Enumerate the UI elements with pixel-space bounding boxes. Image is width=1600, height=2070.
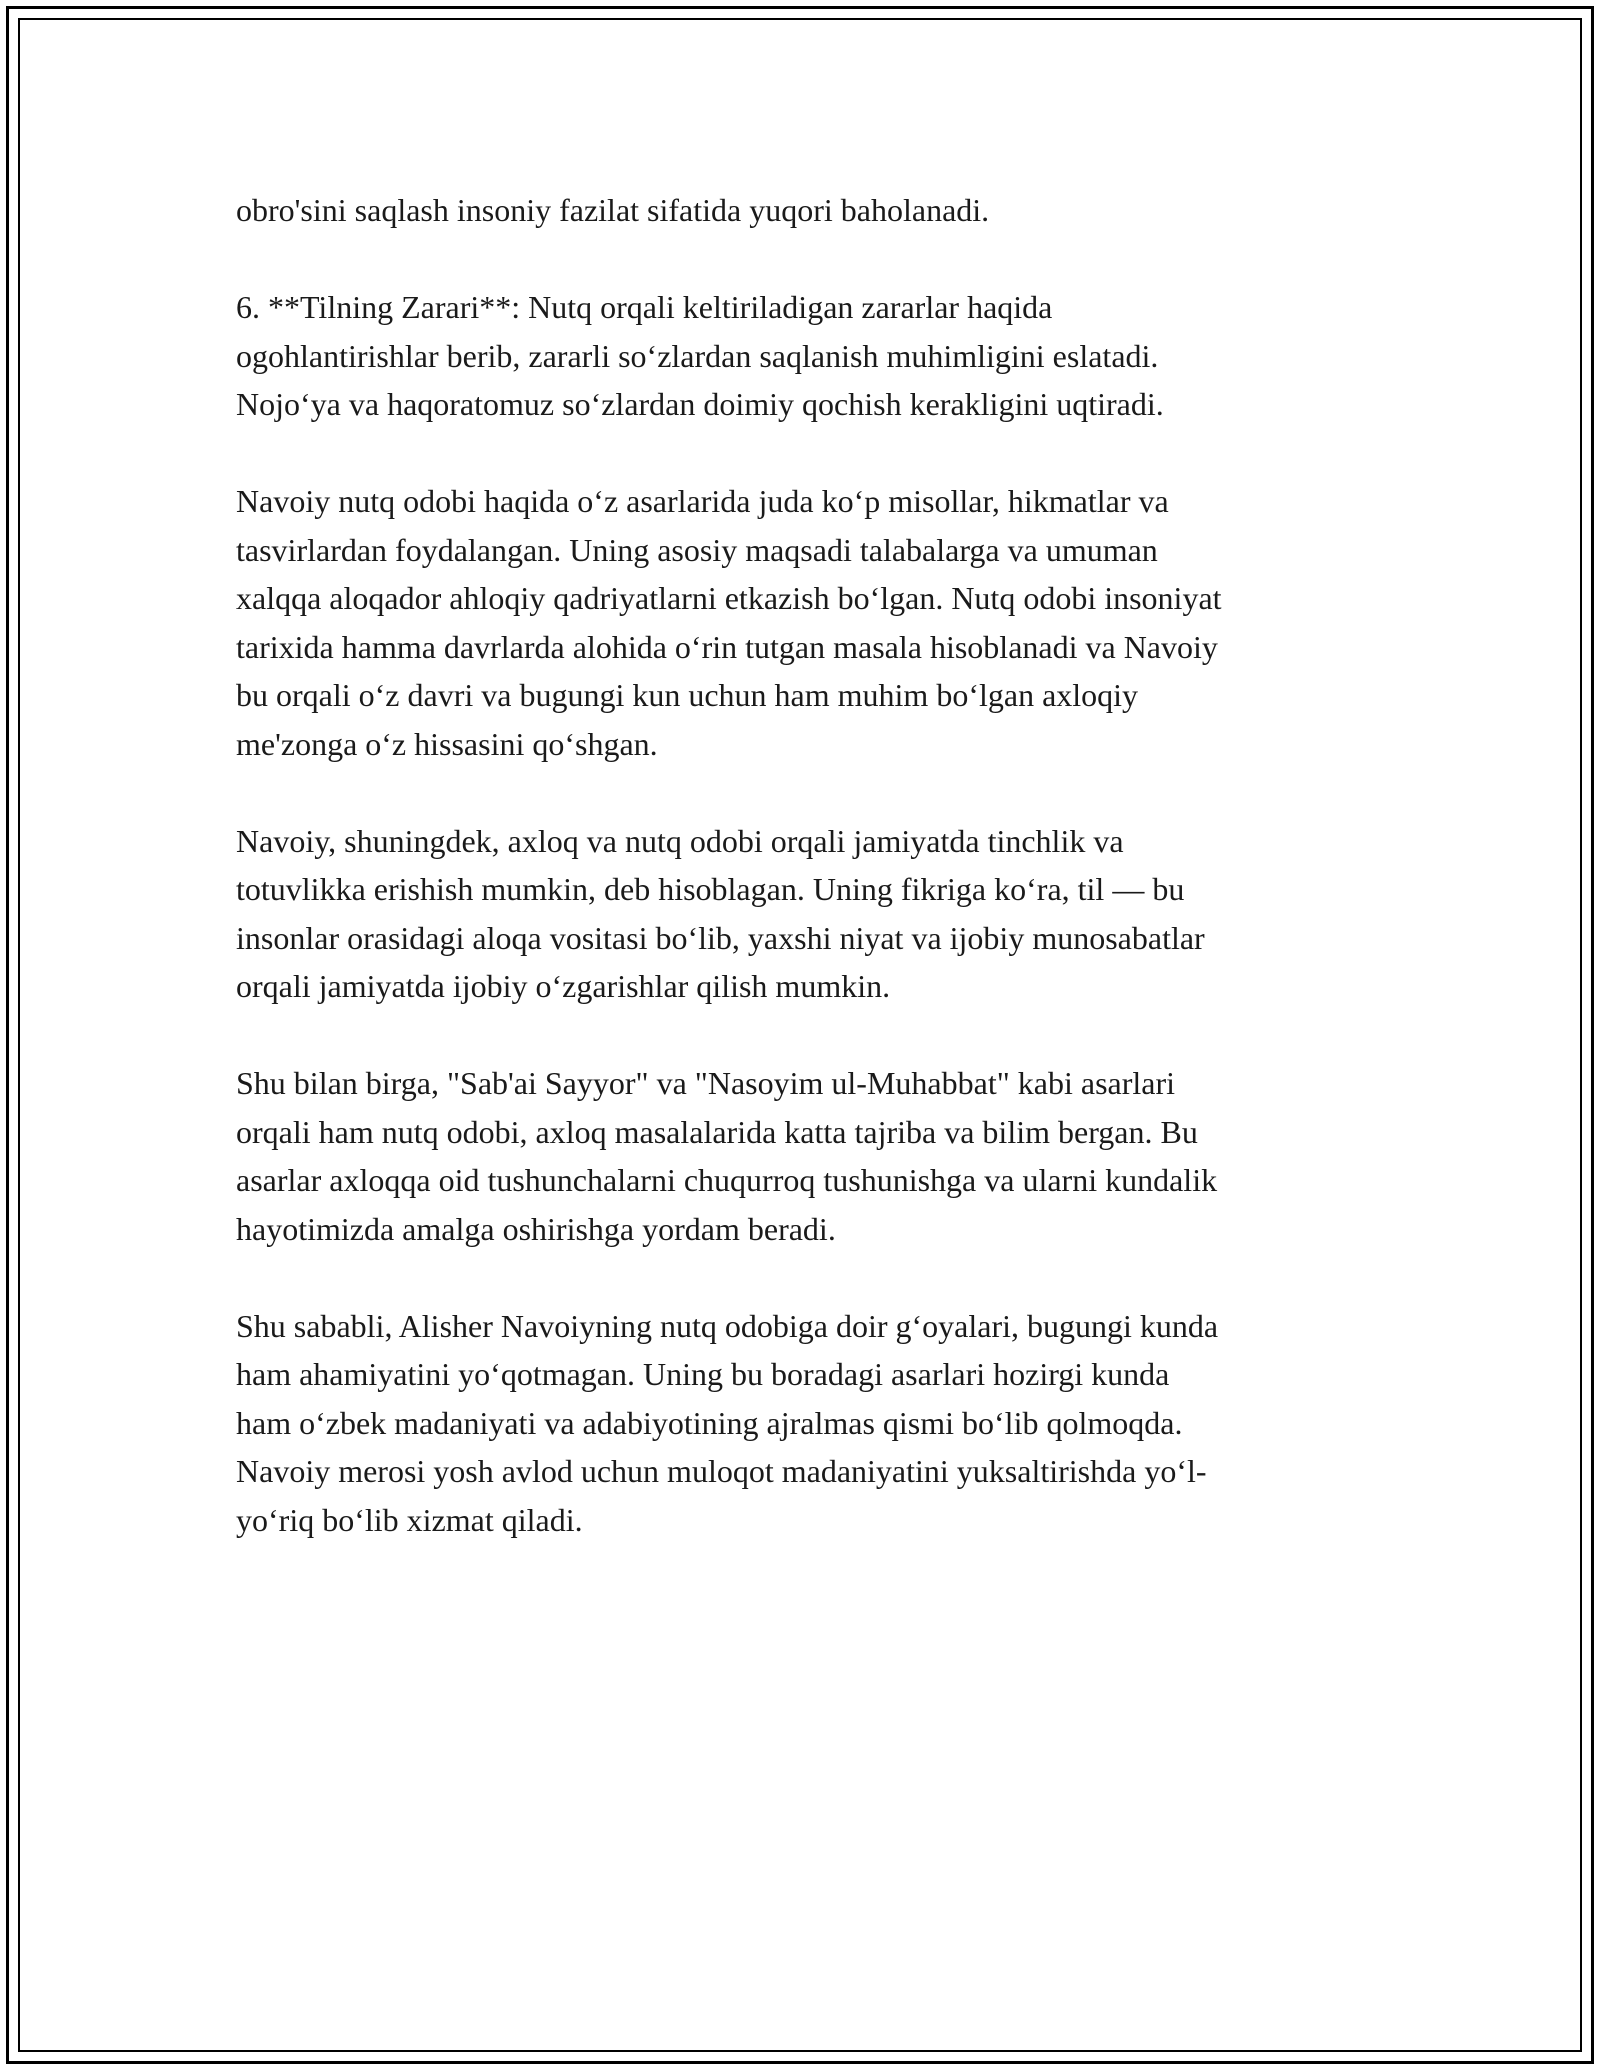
text-line: ogohlantirishlar berib, zararli so‘zlardan saqlanish muhimligini eslatadi. (236, 337, 1159, 374)
document-body (236, 186, 1416, 1593)
text-line: bu orqali o‘z davri va bugungi kun uchun ham muhim bo‘lgan axloqiy (236, 677, 1139, 713)
text-line: xalqqa aloqador ahloqiy qadriyatlarni etkazish bo‘lgan. Nutq odobi insoniyat (236, 580, 1222, 616)
text-line: Navoiy, shuningdek, axloq va nutq odobi orqali jamiyatda tinchlik va (236, 822, 1124, 859)
text-line: me'zonga o‘z hissasini qo‘shgan. (236, 725, 658, 762)
text-line: insonlar orasidagi aloqa vositasi bo‘lib, yaxshi niyat va ijobiy munosabatlar (236, 919, 1205, 956)
text-line: asarlar axloqqa oid tushunchalarni chuqurroq tushunishga va ularni kundalik (236, 1162, 1218, 1198)
text-line: obro'sini saqlash insoniy fazilat sifatida yuqori baholanadi. (236, 192, 990, 228)
paragraph-continuation (236, 186, 1416, 235)
text-line: orqali ham nutq odobi, axloq masalalarida katta tajriba va bilim bergan. Bu (236, 1113, 1198, 1150)
paragraph-navoiy-nutq-odobi (236, 477, 1416, 768)
text-line: hayotimizda amalga oshirishga yordam beradi. (236, 1210, 836, 1247)
text-line: tasvirlardan foydalangan. Uning asosiy maqsadi talabalarga va umuman (236, 531, 1158, 568)
text-line: totuvlikka erishish mumkin, deb hisoblagan. Uning fikriga ko‘ra, til — bu (236, 871, 1185, 907)
text-line: tarixida hamma davrlarda alohida o‘rin tutgan masala hisoblanadi va Navoiy (236, 628, 1218, 665)
text-line: Shu bilan birga, "Sab'ai Sayyor" va "Nasoyim ul-Muhabbat" kabi asarlari (236, 1065, 1176, 1101)
text-line: Shu sababli, Alisher Navoiyning nutq odobiga doir g‘oyalari, bugungi kunda (236, 1307, 1219, 1344)
paragraph-conclusion (236, 1302, 1416, 1545)
paragraph-jamiyatda-tinchlik (236, 817, 1416, 1011)
text-line: yo‘riq bo‘lib xizmat qiladi. (236, 1501, 583, 1538)
text-line: Navoiy merosi yosh avlod uchun muloqot madaniyatini yuksaltirishda yo‘l- (236, 1453, 1207, 1489)
text-line: ham o‘zbek madaniyati va adabiyotining ajralmas qismi bo‘lib qolmoqda. (236, 1404, 1183, 1441)
text-line: Navoiy nutq odobi haqida o‘z asarlarida juda ko‘p misollar, hikmatlar va (236, 483, 1169, 519)
text-line: ham ahamiyatini yo‘qotmagan. Uning bu boradagi asarlari hozirgi kunda (236, 1356, 1170, 1392)
paragraph-asarlari (236, 1059, 1416, 1253)
text-line: 6. **Tilning Zarari**: Nutq orqali keltiriladigan zararlar haqida (236, 289, 1053, 325)
paragraph-tilning-zarari (236, 283, 1416, 429)
text-line: orqali jamiyatda ijobiy o‘zgarishlar qilish mumkin. (236, 968, 891, 1004)
text-line: Nojo‘ya va haqoratomuz so‘zlardan doimiy qochish kerakligini uqtiradi. (236, 386, 1164, 422)
